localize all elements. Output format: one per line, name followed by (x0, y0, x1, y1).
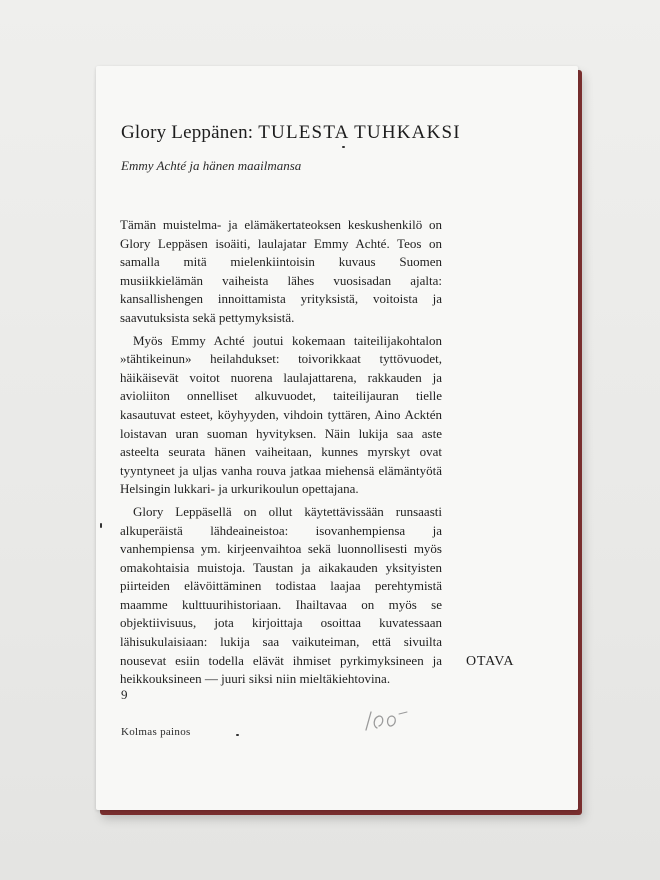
speck-mark (236, 734, 239, 736)
blurb-paragraph-1: Tämän muistelma- ja elämäkertateoksen keskushenkilö on Glory Leppäsen isoäiti, laulajatar Emmy Achté. Teos on samalla mitä mielenkiintoisin kuvaus Suomen musiikkielämän vaiheista lähes vuosisadan ajalta: kansallishengen innoittamista yrityksistä, voitoista ja saavutuksista sekä pettymyksistä. (120, 217, 442, 325)
book-title: TULESTA TUHKAKSI (258, 122, 461, 143)
speck-mark (100, 523, 102, 528)
blurb-paragraph-2: Myös Emmy Achté joutui kokemaan taiteilijakohtalon »tähtikeinun» heilahdukset: toivorikkaat tyttövuodet, häikäisevät voitot nuorena laulajattarena, rakkauden ja avioliiton onnelliset alkuvuodet, taiteilijauran tielle kasautuvat esteet, köyhyyden, vihdoin tyttären, Aino Acktén loistavan uran suoman hyvityksen. Näin lukija saa aste asteelta seurata hänen vaiheitaan, kunnes myrskyt ovat tyyntyneet ja uljas vanha rouva jatkaa miehensä elämäntyötä Helsingin lukkari- ja urkurikoulun opettajana. (120, 332, 442, 497)
book-title-line (121, 122, 461, 144)
publisher-name: OTAVA (466, 654, 515, 669)
edition-note: Kolmas painos (121, 726, 191, 738)
pencil-mark (363, 708, 409, 734)
book-subtitle: Emmy Achté ja hänen maailmansa (121, 158, 302, 173)
blurb-text (120, 216, 442, 693)
author-name: Glory Leppänen: (121, 122, 254, 143)
blurb-paragraph-3: Glory Leppäsellä on ollut käytettävissään runsaasti alkuperäistä lähdeaineistoa: isovanhempiensa ja vanhempiensa ym. kirjeenvaihtoa sekä luonnollisesti myös omakohtaisia muistoja. Taustan ja aikakauden yksityisten piirteiden elävöittäminen todistaa laajaa perehtymistä maamme kulttuurihistoriaan. Ihailtavaa on myös se objektiivisuus, jota kirjoittaja osoittaa kuvatessaan lähisukulaisiaan: lukija saa vaikuteiman, että sivuilta nousevat esiin todella elävät ihmiset pyrkimyksineen ja heikkouksineen — juuri siksi niin mieltäkiehtovina. (120, 503, 442, 687)
class-number: 9 (121, 687, 128, 702)
speck-mark (342, 146, 345, 148)
